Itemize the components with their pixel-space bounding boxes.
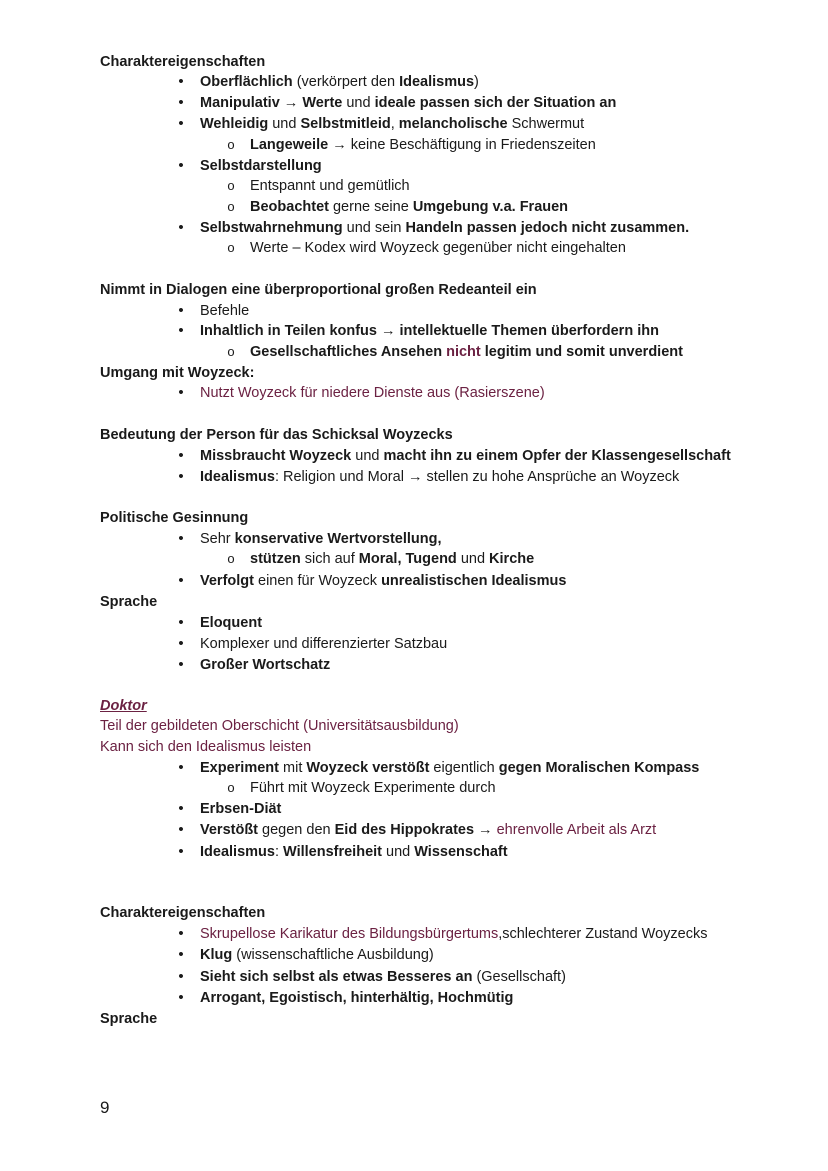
text-segment: Entspannt und gemütlich: [250, 178, 410, 194]
text-segment: Kirche: [489, 551, 535, 567]
text-segment: Idealismus: [200, 844, 275, 860]
list-item: [200, 655, 330, 675]
bullet-icon: [174, 301, 188, 321]
text-segment: Beobachtet: [250, 199, 329, 215]
text-segment: :: [274, 844, 284, 860]
list-item: [250, 176, 410, 196]
text-segment: Idealismus: [399, 74, 475, 90]
bullet-icon: [174, 93, 188, 113]
text-segment: Sprache: [100, 1011, 158, 1027]
text-segment: ehrenvolle Arbeit als Arzt: [492, 822, 657, 838]
list-item: [200, 571, 566, 591]
text-segment: mit: [278, 760, 307, 776]
bullet-icon: [174, 156, 188, 176]
bullet-icon: [174, 988, 188, 1008]
text-segment: unrealistischen Idealismus: [381, 573, 567, 589]
bullet-icon: [174, 446, 188, 466]
bullet-icon: [174, 758, 188, 778]
bullet-icon: [174, 529, 188, 549]
bullet-icon: [174, 842, 188, 862]
text-segment: Selbstwahrnehmung: [200, 220, 343, 236]
text-segment: eigentlich: [429, 760, 499, 776]
list-item: [200, 114, 584, 134]
bullet-icon: [174, 820, 188, 840]
text-segment: Schwermut: [507, 116, 585, 132]
text-segment: Moral, Tugend: [358, 551, 457, 567]
text-segment: Bedeutung der Person für das Schicksal Woyzecks: [100, 427, 453, 443]
text-segment: nicht: [446, 344, 481, 360]
text-segment: Befehle: [200, 303, 250, 319]
list-item: [200, 383, 545, 403]
list-item: [200, 72, 479, 92]
list-item: [200, 634, 447, 654]
text-segment: gegen den: [258, 822, 335, 838]
text-segment: Sehr: [200, 531, 235, 547]
text-segment: Verstößt: [200, 822, 259, 838]
text-segment: Sprache: [100, 594, 158, 610]
bullet-icon: [174, 799, 188, 819]
text-segment: Wehleidig: [200, 116, 269, 132]
sub-bullet-icon: [224, 197, 238, 217]
list-item: [200, 301, 249, 321]
text-segment: Klug: [200, 947, 233, 963]
text-segment: und: [268, 116, 301, 132]
list-item: [200, 613, 262, 633]
bullet-icon: [174, 613, 188, 633]
text-segment: gegen Moralischen Kompass: [498, 760, 700, 776]
bullet-icon: [174, 924, 188, 944]
list-item: [200, 446, 731, 466]
text-segment: → keine Beschäftigung in Friedenszeiten: [328, 137, 596, 153]
text-segment: Selbstmitleid: [300, 116, 391, 132]
list-item: [200, 93, 616, 113]
bullet-icon: [174, 114, 188, 134]
text-segment: Charaktereigenschaften: [100, 54, 266, 70]
text-segment: (wissenschaftliche Ausbildung): [232, 947, 434, 963]
list-item: [200, 758, 699, 778]
bullet-icon: [174, 967, 188, 987]
list-item: [250, 238, 626, 258]
list-item: [250, 549, 534, 569]
list-item: [250, 135, 596, 155]
list-item: [200, 967, 566, 987]
bullet-icon: [174, 383, 188, 403]
text-segment: Langeweile: [250, 137, 329, 153]
text-segment: ): [474, 74, 479, 90]
text-segment: gerne seine: [328, 199, 413, 215]
text-segment: Großer Wortschatz: [200, 657, 331, 673]
text-segment: (Gesellschaft): [472, 969, 566, 985]
bullet-icon: [174, 655, 188, 675]
bullet-icon: [174, 945, 188, 965]
text-segment: Gesellschaftliches Ansehen: [250, 344, 447, 360]
text-segment: Charaktereigenschaften: [100, 905, 266, 921]
text-segment: und sein: [342, 220, 406, 236]
text-segment: Selbstdarstellung: [200, 158, 322, 174]
text-segment: Teil der gebildeten Oberschicht (Universitätsausbildung): [100, 718, 459, 734]
text-line: [100, 696, 147, 716]
text-segment: Politische Gesinnung: [100, 510, 249, 526]
sub-bullet-icon: [224, 238, 238, 258]
list-item: [200, 156, 322, 176]
text-segment: Erbsen-Diät: [200, 801, 282, 817]
list-item: [200, 924, 707, 944]
list-item: [200, 529, 442, 549]
text-segment: melancholische: [398, 116, 508, 132]
text-segment: Umgang mit Woyzeck:: [100, 365, 255, 381]
text-segment: Woyzeck verstößt: [306, 760, 430, 776]
text-segment: und: [456, 551, 490, 567]
text-segment: und: [351, 448, 384, 464]
text-line: [100, 280, 537, 300]
text-segment: (verkörpert den: [292, 74, 400, 90]
text-line: [100, 52, 265, 72]
text-segment: ideale passen sich der Situation an: [374, 95, 617, 111]
text-line: [100, 716, 459, 736]
text-segment: Willensfreiheit: [283, 844, 382, 860]
text-segment: macht ihn zu einem Opfer der Klassengesellschaft: [383, 448, 731, 464]
list-item: [250, 197, 568, 217]
list-item: [200, 467, 679, 487]
bullet-icon: [174, 218, 188, 238]
text-segment: Arrogant, Egoistisch, hinterhältig, Hochmütig: [200, 990, 514, 1006]
text-segment: Skrupellose Karikatur des Bildungsbürgertums: [200, 926, 499, 942]
text-segment: Wissenschaft: [414, 844, 508, 860]
list-item: [200, 799, 281, 819]
text-segment: Nimmt in Dialogen eine überproportional großen Redeanteil ein: [100, 282, 537, 298]
text-segment: Idealismus: [200, 469, 275, 485]
bullet-icon: [174, 634, 188, 654]
list-item: [200, 218, 689, 238]
text-segment: Oberflächlich: [200, 74, 293, 90]
list-item: [200, 988, 513, 1008]
text-segment: Manipulativ → Werte: [200, 95, 343, 111]
text-segment: und: [382, 844, 415, 860]
text-segment: konservative Wertvorstellung,: [234, 531, 442, 547]
sub-bullet-icon: [224, 778, 238, 798]
text-segment: Führt mit Woyzeck Experimente durch: [250, 780, 496, 796]
text-segment: : Religion und Moral → stellen zu hohe Ansprüche an Woyzeck: [274, 469, 680, 485]
text-line: [100, 903, 265, 923]
sub-bullet-icon: [224, 135, 238, 155]
text-segment: Sieht sich selbst als etwas Besseres an: [200, 969, 473, 985]
list-item: [200, 945, 434, 965]
text-segment: Doktor: [100, 698, 147, 714]
list-item: [200, 321, 659, 341]
list-item: [250, 342, 683, 362]
text-segment: ,schlechterer Zustand Woyzecks: [498, 926, 708, 942]
text-segment: einen für Woyzeck: [253, 573, 382, 589]
sub-bullet-icon: [224, 176, 238, 196]
text-line: [100, 1009, 157, 1029]
text-segment: Werte – Kodex wird Woyzeck gegenüber nicht eingehalten: [250, 240, 626, 256]
sub-bullet-icon: [224, 549, 238, 569]
bullet-icon: [174, 571, 188, 591]
bullet-icon: [174, 321, 188, 341]
text-segment: Verfolgt: [200, 573, 254, 589]
text-line: [100, 592, 157, 612]
text-segment: Nutzt Woyzeck für niedere Dienste aus (Rasierszene): [200, 385, 545, 401]
list-item: [200, 820, 656, 840]
text-segment: ,: [390, 116, 399, 132]
list-item: [200, 842, 508, 862]
sub-bullet-icon: [224, 342, 238, 362]
text-segment: Komplexer und differenzierter Satzbau: [200, 636, 448, 652]
text-segment: und: [342, 95, 375, 111]
text-segment: Umgebung v.a. Frauen: [412, 199, 569, 215]
text-line: [100, 425, 453, 445]
list-item: [250, 778, 496, 798]
bullet-icon: [174, 467, 188, 487]
text-line: [100, 508, 248, 528]
text-segment: Kann sich den Idealismus leisten: [100, 739, 312, 755]
page-number: 9: [100, 1098, 110, 1117]
text-segment: stützen: [250, 551, 301, 567]
text-segment: Inhaltlich in Teilen konfus → intellektuelle Themen überfordern ihn: [200, 323, 659, 339]
text-line: [100, 363, 254, 383]
text-segment: sich auf: [300, 551, 359, 567]
text-segment: Handeln passen jedoch nicht zusammen.: [405, 220, 690, 236]
text-segment: legitim und somit unverdient: [480, 344, 683, 360]
text-segment: Eloquent: [200, 615, 263, 631]
text-segment: Eid des Hippokrates →: [334, 822, 493, 838]
text-line: [100, 737, 311, 757]
text-segment: Experiment: [200, 760, 279, 776]
bullet-icon: [174, 72, 188, 92]
text-segment: Missbraucht Woyzeck: [200, 448, 352, 464]
